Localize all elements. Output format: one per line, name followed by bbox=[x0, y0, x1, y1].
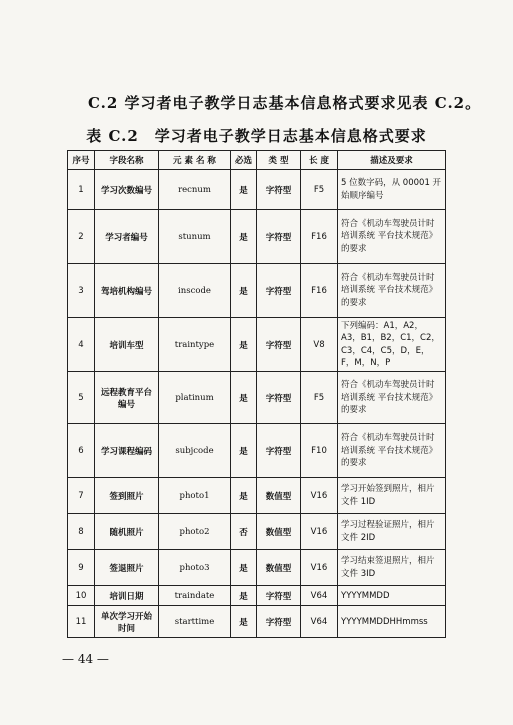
cell-no: 9 bbox=[68, 550, 95, 586]
cell-element: photo1 bbox=[159, 478, 231, 514]
cell-no: 10 bbox=[68, 586, 95, 606]
cell-element: platinum bbox=[159, 372, 231, 424]
cell-element: photo2 bbox=[159, 514, 231, 550]
cell-desc: 5 位数字码，从 00001 开始顺序编号 bbox=[338, 170, 446, 210]
cell-element: traintype bbox=[159, 318, 231, 372]
cell-length: V8 bbox=[301, 318, 338, 372]
cell-type: 字符型 bbox=[257, 170, 301, 210]
cell-no: 3 bbox=[68, 264, 95, 318]
cell-element: starttime bbox=[159, 606, 231, 638]
header-field: 字段名称 bbox=[95, 151, 159, 170]
table-row bbox=[68, 478, 446, 514]
cell-element: stunum bbox=[159, 210, 231, 264]
intro-paragraph: C.2 学习者电子教学日志基本信息格式要求见表 C.2。 bbox=[88, 94, 482, 112]
cell-field: 驾培机构编号 bbox=[95, 264, 159, 318]
cell-required: 是 bbox=[231, 606, 257, 638]
cell-required: 是 bbox=[231, 318, 257, 372]
cell-type: 字符型 bbox=[257, 424, 301, 478]
cell-no: 2 bbox=[68, 210, 95, 264]
cell-no: 7 bbox=[68, 478, 95, 514]
cell-element: photo3 bbox=[159, 550, 231, 586]
cell-required: 是 bbox=[231, 478, 257, 514]
cell-required: 是 bbox=[231, 170, 257, 210]
table-row bbox=[68, 264, 446, 318]
table-row bbox=[68, 210, 446, 264]
cell-field: 学习次数编号 bbox=[95, 170, 159, 210]
cell-desc: 符合《机动车驾驶员计时培训系统 平台技术规范》的要求 bbox=[338, 372, 446, 424]
cell-desc: 学习过程验证照片，相片文件 2ID bbox=[338, 514, 446, 550]
cell-length: V16 bbox=[301, 478, 338, 514]
cell-length: F5 bbox=[301, 372, 338, 424]
cell-field: 培训日期 bbox=[95, 586, 159, 606]
cell-type: 数值型 bbox=[257, 550, 301, 586]
cell-length: V64 bbox=[301, 606, 338, 638]
cell-desc: 下列编码：A1，A2，A3，B1，B2，C1，C2，C3，C4，C5，D，E，F，M，N，P bbox=[338, 318, 446, 372]
cell-length: F16 bbox=[301, 210, 338, 264]
header-element: 元 素 名 称 bbox=[159, 151, 231, 170]
cell-type: 字符型 bbox=[257, 210, 301, 264]
cell-desc: 符合《机动车驾驶员计时培训系统 平台技术规范》的要求 bbox=[338, 424, 446, 478]
cell-desc: YYYYMMDDHHmmss bbox=[338, 606, 446, 638]
cell-length: V64 bbox=[301, 586, 338, 606]
cell-element: subjcode bbox=[159, 424, 231, 478]
cell-field: 远程教育平台编号 bbox=[95, 372, 159, 424]
cell-required: 是 bbox=[231, 210, 257, 264]
table-row bbox=[68, 606, 446, 638]
cell-desc: 符合《机动车驾驶员计时培训系统 平台技术规范》的要求 bbox=[338, 210, 446, 264]
header-required: 必选 bbox=[231, 151, 257, 170]
cell-field: 单次学习开始时间 bbox=[95, 606, 159, 638]
cell-required: 是 bbox=[231, 264, 257, 318]
cell-type: 数值型 bbox=[257, 514, 301, 550]
page-number: — 44 — bbox=[62, 652, 109, 666]
cell-length: F5 bbox=[301, 170, 338, 210]
table-header-row bbox=[68, 151, 446, 170]
table-row bbox=[68, 514, 446, 550]
cell-length: F10 bbox=[301, 424, 338, 478]
cell-length: V16 bbox=[301, 514, 338, 550]
cell-field: 签到照片 bbox=[95, 478, 159, 514]
table-row bbox=[68, 170, 446, 210]
cell-element: recnum bbox=[159, 170, 231, 210]
cell-field: 学习课程编码 bbox=[95, 424, 159, 478]
cell-type: 字符型 bbox=[257, 318, 301, 372]
cell-required: 是 bbox=[231, 550, 257, 586]
cell-required: 是 bbox=[231, 424, 257, 478]
table-row bbox=[68, 586, 446, 606]
cell-desc: 学习结束签退照片，相片文件 3ID bbox=[338, 550, 446, 586]
cell-no: 5 bbox=[68, 372, 95, 424]
cell-required: 否 bbox=[231, 514, 257, 550]
cell-field: 签退照片 bbox=[95, 550, 159, 586]
cell-no: 4 bbox=[68, 318, 95, 372]
cell-type: 字符型 bbox=[257, 372, 301, 424]
format-spec-table bbox=[67, 150, 446, 638]
cell-element: inscode bbox=[159, 264, 231, 318]
cell-no: 8 bbox=[68, 514, 95, 550]
cell-required: 是 bbox=[231, 586, 257, 606]
table-row bbox=[68, 550, 446, 586]
table-row bbox=[68, 318, 446, 372]
cell-no: 6 bbox=[68, 424, 95, 478]
cell-field: 随机照片 bbox=[95, 514, 159, 550]
table-title: 表 C.2 学习者电子教学日志基本信息格式要求 bbox=[86, 127, 427, 145]
table-row bbox=[68, 424, 446, 478]
header-no: 序号 bbox=[68, 151, 95, 170]
cell-type: 字符型 bbox=[257, 264, 301, 318]
cell-element: traindate bbox=[159, 586, 231, 606]
header-type: 类 型 bbox=[257, 151, 301, 170]
cell-length: F16 bbox=[301, 264, 338, 318]
cell-field: 培训车型 bbox=[95, 318, 159, 372]
table-row bbox=[68, 372, 446, 424]
cell-required: 是 bbox=[231, 372, 257, 424]
cell-type: 字符型 bbox=[257, 586, 301, 606]
header-description: 描述及要求 bbox=[338, 151, 446, 170]
cell-type: 字符型 bbox=[257, 606, 301, 638]
header-length: 长 度 bbox=[301, 151, 338, 170]
cell-desc: YYYYMMDD bbox=[338, 586, 446, 606]
cell-field: 学习者编号 bbox=[95, 210, 159, 264]
cell-length: V16 bbox=[301, 550, 338, 586]
cell-desc: 学习开始签到照片，相片文件 1ID bbox=[338, 478, 446, 514]
cell-type: 数值型 bbox=[257, 478, 301, 514]
cell-no: 1 bbox=[68, 170, 95, 210]
cell-no: 11 bbox=[68, 606, 95, 638]
cell-desc: 符合《机动车驾驶员计时培训系统 平台技术规范》的要求 bbox=[338, 264, 446, 318]
